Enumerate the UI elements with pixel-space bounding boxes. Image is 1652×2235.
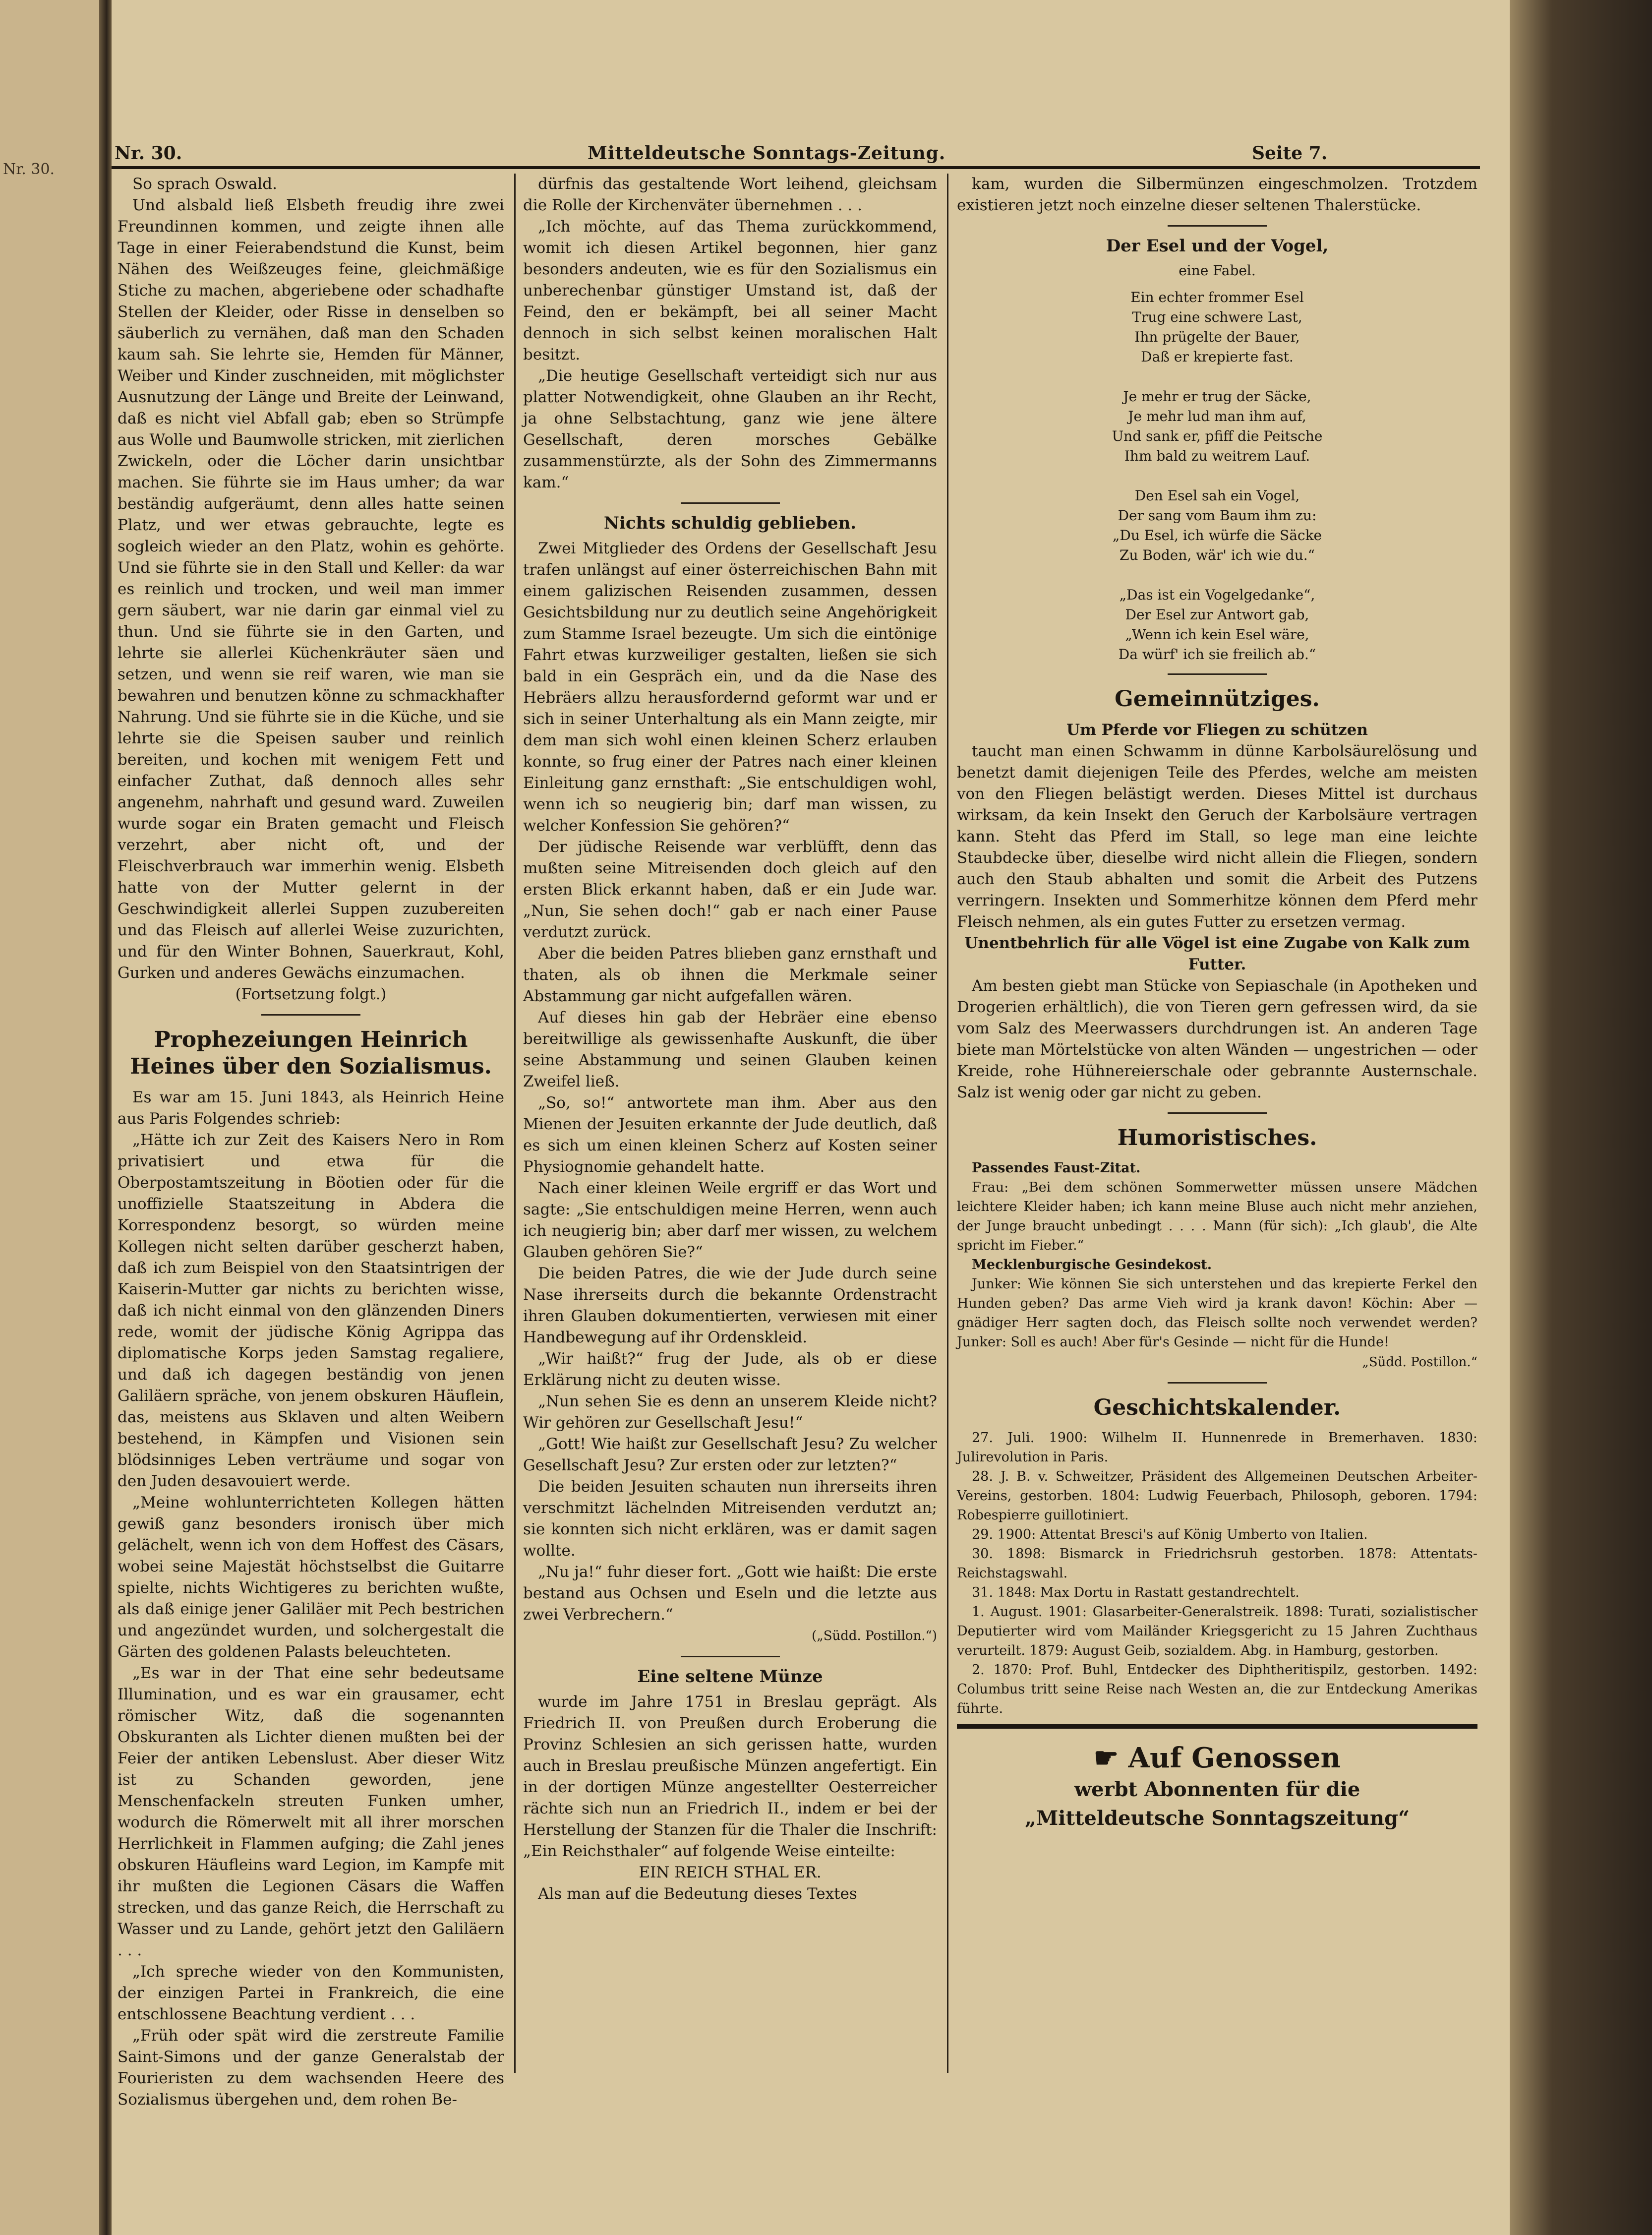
ad-line: werbt Abonnenten für die [1074, 1778, 1360, 1801]
paragraph: „So, so!“ antwortete man ihm. Aber aus den Mienen der Jesuiten erkannte der Jude deutlich, daß es sich um einen kleinen Scherz auf Kosten seiner Physiognomie gehandelt hatte. [523, 1094, 937, 1176]
calendar-entry: 31. 1848: Max Dortu in Rastatt gestandrechtelt. [972, 1585, 1299, 1600]
tip-title: Um Pferde vor Fliegen zu schützen [1066, 721, 1368, 739]
poem-subtitle: eine Fabel. [1179, 262, 1256, 279]
poem-line: Ihm bald zu weitrem Lauf. [1124, 448, 1310, 464]
poem [957, 288, 1477, 664]
column-rule [514, 174, 516, 2073]
paragraph: taucht man einen Schwamm in dünne Karbolsäurelösung und benetzt damit diejenigen Teile des Pferdes, welche am meisten von den Fliegen belästigt werden. Dieses Mittel ist durchaus wirksam, da kein Insekt den Geruch der Karbolsäure vertragen kann. Steht das Pferd im Stall, so lege man eine leichte Staubdecke über, dieselbe wird nicht allein die Fliegen, sondern auch den Staub abhalten und somit die Arbeit des Putzens verringern. Insekten und Sommerhitze können dem Pferd mehr Fleisch nehmen, als ein gutes Futter zu ersetzen vermag. [957, 742, 1477, 931]
paragraph: dürfnis das gestaltende Wort leihend, gleichsam die Rolle der Kirchenväter übernehmen . . . [523, 175, 937, 214]
poem-line: „Wenn ich kein Esel wäre, [1125, 626, 1309, 643]
subscription-ad [957, 1741, 1477, 1833]
paragraph: Nach einer kleinen Weile ergriff er das Wort und sagte: „Sie entschuldigen meine Herren, wenn auch ich neugierig bin; aber darf mer wissen, zu welchem Glauben gehören Sie?“ [523, 1179, 937, 1261]
paragraph: „Ich möchte, auf das Thema zurückkommend, womit ich diesen Artikel begonnen, hier ganz besonders andeuten, wie es für den Sozialismus ein unberechenbar günstiger Umstand ist, daß der Feind, den er bekämpft, bei all seiner Macht dennoch in sich selbst keinen moralischen Halt besitzt. [523, 218, 937, 363]
paragraph: Junker: Wie können Sie sich unterstehen und das krepierte Ferkel den Hunden geben? Das arme Vieh wird ja krank davon! Köchin: Aber — gnädiger Herr sagten doch, das Fleisch sollte noch verwendet werden? Junker: Soll es auch! Aber für's Gesinde — nicht für die Hunde! [957, 1276, 1477, 1350]
ad-rule [957, 1724, 1477, 1729]
source-note: („Südd. Postillon.“) [812, 1629, 937, 1643]
paragraph: „Hätte ich zur Zeit des Kaisers Nero in Rom privatisiert und etwa für die Oberpostamtszeitung in Böotien oder für die unoffizielle Staatszeitung in Abdera die Korrespondenz besorgt, so würden meine Kollegen nicht selten darüber gescherzt haben, daß ich zum Beispiel von den Staatsintrigen der Kaiserin-Mutter gar nichts zu berichten wisse, daß ich nicht einmal von den glänzenden Diners rede, womit der jüdische König Agrippa das diplomatische Korps jeden Samstag regaliere, und daß ich dagegen beständig von jenen Galiläern spräche, von jenem obskuren Häuflein, das, meistens aus Sklaven und alten Weibern bestehend, in Kämpfen und Visionen sein blödsinniges Leben verträume und sogar von den Juden desavouiert werde. [118, 1131, 504, 1490]
newspaper-title: Mitteldeutsche Sonntags-Zeitung. [588, 143, 946, 164]
book-binding-edge [1510, 0, 1652, 2235]
poem-line: Trug eine schwere Last, [1132, 309, 1302, 325]
poem-line: Ein echter frommer Esel [1130, 289, 1304, 305]
page-number: Seite 7. [1252, 143, 1328, 164]
ad-headline-text: Auf Genossen [1128, 1742, 1341, 1774]
page-header [112, 134, 1510, 169]
paragraph: Die beiden Jesuiten schauten nun ihrerseits ihren verschmitzt lächelnden Mitreisenden verdutzt an; sie konnten sich nicht erklären, was er damit sagen wollte. [523, 1478, 937, 1560]
poem-line: Da würf' ich sie freilich ab.“ [1118, 646, 1316, 663]
paragraph: Auf dieses hin gab der Hebräer eine ebenso bereitwillige als gewissenhafte Auskunft, die über seine Abstammung und seinen Glauben keinen Zweifel ließ. [523, 1009, 937, 1090]
column-rule [947, 174, 948, 2073]
paragraph: „Es war in der That eine sehr bedeutsame Illumination, und es war ein grausamer, echt römischer Witz, daß die sogenannten Obskuranten als Lichter dienen mußten bei der Feier der antiken Lebenslust. Aber dieser Witz ist zu Schanden geworden, jene Menschenfackeln streuten Funken umher, wodurch die Römerwelt mit all ihrer morschen Herrlichkeit in Flammen aufging; die Zahl jenes obskuren Häufleins ward Legion, im Kampfe mit ihr mußten die Legionen Cäsars die Waffen strecken, und das ganze Reich, die Herrschaft zu Wasser und zu Lande, gehört jetzt den Galiläern . . . [118, 1664, 504, 1959]
poem-line: Daß er krepierte fast. [1141, 349, 1294, 365]
poem-line: Den Esel sah ein Vogel, [1134, 487, 1300, 504]
poem-line: Je mehr er trug der Säcke, [1123, 388, 1311, 405]
poem-title: Der Esel und der Vogel, [1106, 236, 1329, 256]
paragraph: Der jüdische Reisende war verblüfft, denn das mußten seine Mitreisenden doch gleich auf den ersten Blick erkannt haben, daß er ein Jude war. „Nun, Sie sehen doch!“ gab er nach einer Pause verdutzt zurück. [523, 838, 937, 941]
poem-line: Je mehr lud man ihm auf, [1128, 408, 1306, 424]
paragraph: „Früh oder spät wird die zerstreute Familie Saint-Simons und der ganze Generalstab der Fourieristen zu dem wachsenden Heere des Sozialismus übergehen und, dem rohen Be- [118, 2027, 504, 2109]
paragraph: Frau: „Bei dem schönen Sommerwetter müssen unsere Mädchen leichtere Kleider haben; ich kann meine Bluse auch nicht mehr anziehen, der Junge braucht unbedingt . . . . Mann (für sich): „Ich glaub', die Alte spricht im Fieber.“ [957, 1180, 1477, 1253]
header-rule [112, 166, 1480, 169]
continued-note: (Fortsetzung folgt.) [235, 985, 387, 1003]
section-title: Geschichtskalender. [1093, 1395, 1341, 1420]
poem-line: Zu Boden, wär' ich wie du.“ [1120, 547, 1315, 563]
article-title: Nichts schuldig geblieben. [603, 513, 857, 533]
section-title: Gemeinnütziges. [1115, 686, 1320, 712]
paragraph: „Nu ja!“ fuhr dieser fort. „Gott wie haißt: Die erste bestand aus Ochsen und Eseln und die letzte aus zwei Verbrechern.“ [523, 1563, 937, 1624]
left-page-number: Nr. 30. [3, 161, 55, 178]
poem-line: „Du Esel, ich würfe die Säcke [1112, 527, 1322, 544]
poem-line: Und sank er, pfiff die Peitsche [1112, 428, 1323, 444]
calendar-entry: 1. August. 1901: Glasarbeiter-Generalstreik. 1898: Turati, sozialistischer Deputierter wird vom Mailänder Kriegsgericht zu 15 Jahren Zuchthaus verurteilt. 1879: August Geib, sozialdem. Abg. in Hamburg, gestorben. [957, 1604, 1477, 1658]
paragraph: „Meine wohlunterrichteten Kollegen hätten gewiß ganz besonders ironisch über mich gelächelt, wenn ich von dem Hoffest des Cäsars, wobei seine Majestät höchstselbst die Guitarre spielte, nichts Wichtigeres zu berichten wußte, als daß einige jener Galiläer mit Pech bestrichen und angezündet wurden, und solchergestalt die Gärten des goldenen Palasts beleuchteten. [118, 1494, 504, 1661]
left-page-fragment [0, 0, 107, 2235]
paragraph: wurde im Jahre 1751 in Breslau geprägt. Als Friedrich II. von Preußen durch Eroberung die Provinz Schlesien an sich gerissen hatte, wurden auch in Breslau preußische Münzen angefertigt. Ein in der dortigen Münze angestellter Oesterreicher rächte sich nun an Friedrich II., indem er bei der Herstellung der Stanzen für die Thaler die Inschrift: „Ein Reichsthaler“ auf folgende Weise einteilte: [523, 1693, 937, 1860]
separator [681, 1656, 780, 1657]
ad-line: „Mitteldeutsche Sonntagszeitung“ [1025, 1807, 1410, 1830]
paragraph: Am besten giebt man Stücke von Sepiaschale (in Apotheken und Drogerien erhältlich), die von Tieren gern gefressen wird, da sie vom Salz des Meerwassers durchdrungen ist. An anderen Tage biete man Mörtelstücke von alten Wänden — ungestrichen — oder Kreide, rohe Hühnereierschale oder gebrannte Austernschale. Salz ist wenig oder gar nicht zu geben. [957, 977, 1477, 1101]
poem-line [957, 367, 1477, 387]
calendar-entry: 29. 1900: Attentat Bresci's auf König Umberto von Italien. [972, 1527, 1368, 1542]
poem-line: „Das ist ein Vogelgedanke“, [1119, 587, 1315, 603]
separator [1168, 1112, 1267, 1114]
separator [1168, 1382, 1267, 1384]
paragraph: „Die heutige Gesellschaft verteidigt sich nur aus platter Notwendigkeit, ohne Glauben an ihr Recht, ja ohne Selbstachtung, ganz wie jene ältere Gesellschaft, deren morsches Gebälke zusammenstürzte, als der Sohn des Zimmermanns kam.“ [523, 367, 937, 491]
newspaper-page [112, 0, 1510, 2235]
separator [1168, 673, 1267, 675]
poem-line: Der sang vom Baum ihm zu: [1118, 507, 1317, 524]
pointing-hand-icon: ☛ [1093, 1742, 1128, 1774]
humor-title: Passendes Faust-Zitat. [972, 1160, 1141, 1176]
paragraph: So sprach Oswald. [132, 175, 277, 193]
article-title: Prophezeiungen Heinrich Heines über den Sozialismus. [130, 1027, 492, 1079]
paragraph: „Nun sehen Sie es denn an unserem Kleide nicht? Wir gehören zur Gesellschaft Jesu!“ [523, 1392, 937, 1432]
calendar-entry: 28. J. B. v. Schweitzer, Präsident des Allgemeinen Deutschen Arbeiter-Vereins, gestorben. 1804: Ludwig Feuerbach, Philosoph, geboren. 1794: Robespierre guillotiniert. [957, 1469, 1477, 1523]
paragraph: Es war am 15. Juni 1843, als Heinrich Heine aus Paris Folgendes schrieb: [118, 1088, 504, 1128]
column-1 [118, 174, 504, 2109]
paragraph: „Gott! Wie haißt zur Gesellschaft Jesu? Zu welcher Gesellschaft Jesu? Zur ersten oder zur letzten?“ [523, 1435, 937, 1474]
paragraph: „Ich spreche wieder von den Kommunisten, der einzigen Partei in Frankreich, die eine entschlossene Beachtung verdient . . . [118, 1963, 504, 2023]
separator [261, 1014, 360, 1016]
article-title: Eine seltene Münze [637, 1667, 823, 1687]
calendar-entry: 2. 1870: Prof. Buhl, Entdecker des Diphtheritispilz, gestorben. 1492: Columbus tritt seine Reise nach Westen an, die zur Entdeckung Amerikas führte. [957, 1662, 1477, 1716]
paragraph: Und alsbald ließ Elsbeth freudig ihre zwei Freundinnen kommen, und zeigte ihnen alle Tage in einer Feierabendstund die Kunst, beim Nähen des Weißzeuges feine, gleichmäßige Stiche zu machen, abgeriebene oder schadhafte Stellen der Kleider, oder Risse in denselben so säuberlich zu vernähen, daß man den Schaden kaum sah. Sie lehrte sie, Hemden für Männer, Weiber und Kinder zuschneiden, mit möglichster Ausnutzung der Länge und Breite der Leinwand, daß es nicht viel Abfall gab; eben so Strümpfe aus Wolle und Baumwolle stricken, mit zierlichen Zwickeln, oder die Löcher darin unsichtbar machen. Sie führte sie im Haus umher; da war beständig aufgeräumt, denn alles hatte seinen Platz, und wer etwas gebrauchte, legte es sogleich wieder an den Platz, wohin es gehörte. Und sie führte sie in den Stall und Keller: da war es reinlich und trocken, und weil man immer gern säubert, war nie darin gar einmal viel zu thun. Und sie führte sie in den Garten, und lehrte sie allerlei Küchenkräuter säen und setzen, und wenn sie reif waren, wie man sie bewahren und benutzen könne zu schmackhafter Nahrung. Und sie führte sie in die Küche, und sie lehrte sie die Speisen sauber und reinlich bereiten, und kochen mit wenigem Fett und einfacher Zuthat, daß dennoch alles sehr angenehm, nahrhaft und gesund ward. Zuweilen wurde sogar ein Braten gemacht und Fleisch verzehrt, aber nicht oft, und der Fleischverbrauch war immerhin wenig. Elsbeth hatte von der Mutter gelernt in der Geschwindigkeit allerlei Suppen zuzubereiten und das Fleisch auf allerlei Weise zuzurichten, und für den Winter Bohnen, Sauerkraut, Kohl, Gurken und anderes Gewächs einzumachen. [118, 196, 504, 982]
paragraph: Die beiden Patres, die wie der Jude durch seine Nase ihrerseits durch die bekannte Ordenstracht ihren Glauben dokumentierten, verwiesen mit einer Handbewegung auf ihr Ordenskleid. [523, 1265, 937, 1346]
tip-title: Unentbehrlich für alle Vögel ist eine Zugabe von Kalk zum Futter. [964, 934, 1470, 973]
paragraph: „Wir haißt?“ frug der Jude, als ob er diese Erklärung nicht zu deuten wisse. [523, 1350, 937, 1389]
column-3 [957, 174, 1477, 2073]
coin-inscription: EIN REICH STHAL ER. [639, 1864, 822, 1881]
separator [681, 502, 780, 504]
separator [1168, 225, 1267, 227]
ad-headline [957, 1741, 1477, 1775]
column-2 [523, 174, 937, 2073]
paragraph: kam, wurden die Silbermünzen eingeschmolzen. Trotzdem existieren jetzt noch einzelne dieser seltenen Thalerstücke. [957, 175, 1477, 214]
issue-number: Nr. 30. [115, 143, 182, 164]
poem-line: Der Esel zur Antwort gab, [1125, 606, 1309, 623]
poem-line [957, 466, 1477, 486]
calendar-entry: 30. 1898: Bismarck in Friedrichsruh gestorben. 1878: Attentats-Reichstagswahl. [957, 1546, 1477, 1581]
source-note: „Südd. Postillon.“ [1362, 1355, 1477, 1370]
calendar-entry: 27. Juli. 1900: Wilhelm II. Hunnenrede in Bremerhaven. 1830: Julirevolution in Paris. [957, 1430, 1477, 1465]
paragraph: Zwei Mitglieder des Ordens der Gesellschaft Jesu trafen unlängst auf einer österreichischen Bahn mit einem galizischen Reisenden zusammen, dessen Gesichtsbildung nur zu deutlich seine Angehörigkeit zum Stamme Israel bezeugte. Um sich die eintönige Fahrt etwas kurzweiliger gestalten, ließen sie sich bald in ein Gespräch ein, und da die Nase des Hebräers allzu herausfordernd geformt war und er sich in seiner Unterhaltung als ein Mann zeigte, mir dem man sich wohl einen kleinen Scherz erlauben konnte, so frug einer der Patres nach einer kleinen Einleitung ganz ernsthaft: „Sie entschuldigen wohl, wenn ich so neugierig bin; darf man wissen, zu welcher Konfession Sie gehören?“ [523, 540, 937, 835]
humor-title: Mecklenburgische Gesindekost. [972, 1257, 1212, 1272]
paragraph: Als man auf die Bedeutung dieses Textes [538, 1885, 857, 1903]
paragraph: Aber die beiden Patres blieben ganz ernsthaft und thaten, als ob ihnen die Merkmale seiner Abstammung gar nicht aufgefallen wären. [523, 945, 937, 1005]
poem-line [957, 565, 1477, 585]
poem-line: Ihn prügelte der Bauer, [1134, 329, 1300, 345]
section-title: Humoristisches. [1117, 1125, 1317, 1150]
